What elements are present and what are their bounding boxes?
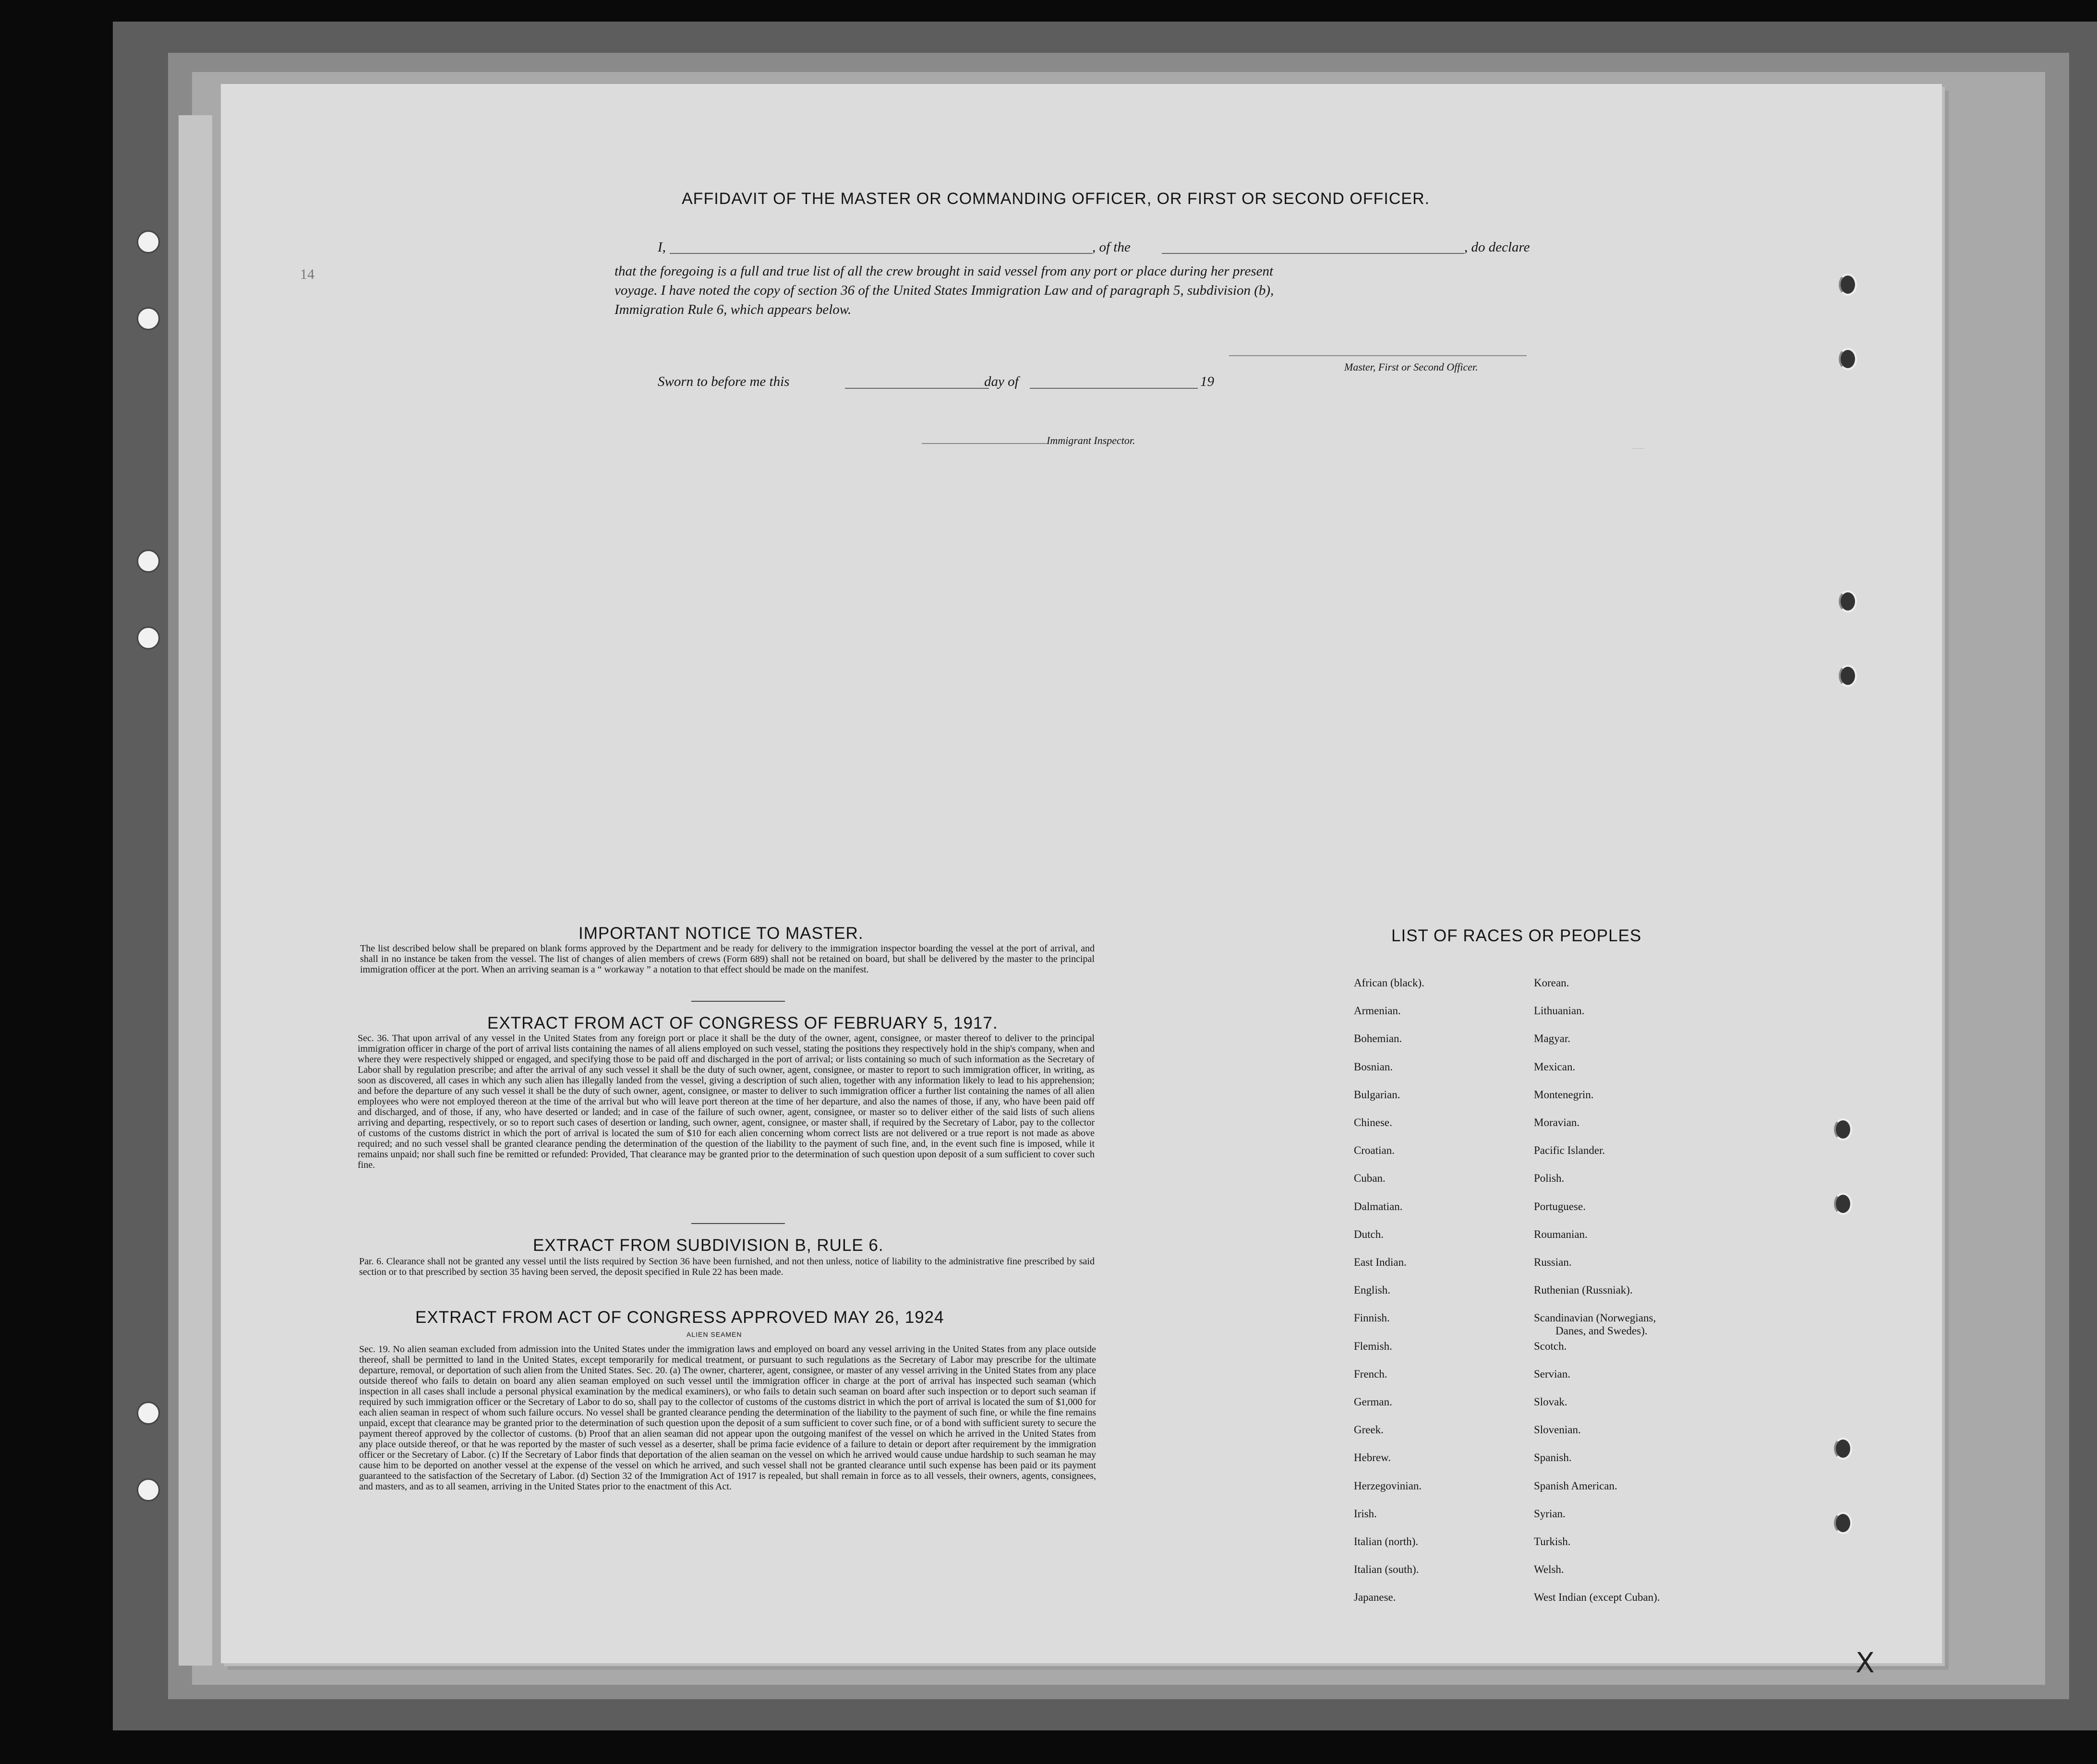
race-item: Slovenian. (1534, 1424, 1581, 1436)
race-item: Bohemian. (1354, 1032, 1402, 1045)
race-item: Croatian. (1354, 1144, 1395, 1157)
binder-ring (1834, 1118, 1852, 1140)
race-item: Scotch. (1534, 1340, 1567, 1352)
race-item: Spanish. (1534, 1452, 1572, 1464)
binding-strip (179, 115, 212, 1666)
race-item: Korean. (1534, 977, 1569, 989)
sworn-label: Sworn to before me this (658, 374, 790, 389)
race-item: Dalmatian. (1354, 1200, 1403, 1212)
master-signature-blank[interactable] (1229, 355, 1527, 356)
race-item: Moravian. (1534, 1116, 1580, 1128)
race-item: West Indian (except Cuban). (1534, 1591, 1660, 1604)
sworn-month-blank[interactable] (1030, 388, 1198, 389)
day-of-label: day of (984, 374, 1019, 389)
race-item: Welsh. (1534, 1563, 1564, 1576)
extract-rule6-text: Par. 6. Clearance shall not be granted any vessel until the lists required by Section 36 have been furnished, and not then unless, notice of liability to the administrative fine prescribed by said section or to that prescribed by section 35 having been served, the deposit specified in Rule 22 has been made. (359, 1256, 1095, 1277)
notice-title: IMPORTANT NOTICE TO MASTER. (578, 924, 864, 943)
show-through-text: — (1632, 442, 1644, 454)
race-item: Cuban. (1354, 1172, 1386, 1185)
binder-ring (1839, 274, 1857, 296)
race-item: Turkish. (1534, 1536, 1571, 1548)
master-signature-label: Master, First or Second Officer. (1344, 361, 1478, 373)
handwritten-x-mark: X (1856, 1646, 1875, 1679)
race-item: French. (1354, 1368, 1387, 1380)
binder-hole (137, 307, 160, 330)
extract-rule6-title: EXTRACT FROM SUBDIVISION B, RULE 6. (533, 1236, 884, 1255)
binder-hole (137, 1402, 160, 1425)
race-item: African (black). (1354, 977, 1424, 989)
race-item: Spanish American. (1534, 1479, 1617, 1492)
binder-ring (1834, 1512, 1852, 1534)
race-item: Greek. (1354, 1424, 1384, 1436)
inspector-signature-blank[interactable] (922, 443, 1047, 444)
race-item: Japanese. (1354, 1591, 1396, 1604)
race-item: Danes, and Swedes). (1555, 1325, 1648, 1337)
affidavit-title: AFFIDAVIT OF THE MASTER OR COMMANDING OFFICER, OR FIRST OR SECOND OFFICER. (682, 190, 1430, 208)
race-item: Chinese. (1354, 1116, 1392, 1128)
race-item: Hebrew. (1354, 1452, 1391, 1464)
affidavit-of-the-label: , of the (1092, 240, 1131, 255)
race-item: Dutch. (1354, 1228, 1384, 1240)
binder-hole (137, 550, 160, 573)
race-item: Lithuanian. (1534, 1005, 1585, 1017)
races-title: LIST OF RACES OR PEOPLES (1391, 926, 1642, 945)
race-item: Pacific Islander. (1534, 1144, 1605, 1157)
sworn-day-blank[interactable] (845, 388, 989, 389)
race-item: Scandinavian (Norwegians, (1534, 1312, 1656, 1324)
binder-ring (1839, 590, 1857, 612)
race-item: East Indian. (1354, 1256, 1407, 1268)
race-item: Syrian. (1534, 1507, 1566, 1520)
affidavit-line-2: voyage. I have noted the copy of section 36 of the United States Immigration Law and of paragraph 5, subdivision (b), (615, 283, 1274, 298)
affidavit-line-1: that the foregoing is a full and true list of all the crew brought in said vessel from any port or place during her present (615, 264, 1274, 279)
race-item: Herzegovinian. (1354, 1479, 1422, 1492)
section-divider (691, 1223, 785, 1224)
race-item: English. (1354, 1284, 1391, 1296)
binder-ring (1839, 348, 1857, 370)
affidavit-line-3: Immigration Rule 6, which appears below. (615, 302, 852, 317)
year-label: 19 (1200, 374, 1214, 389)
race-item: Flemish. (1354, 1340, 1392, 1352)
race-item: Montenegrin. (1534, 1088, 1594, 1101)
affidavit-declare-label: , do declare (1464, 240, 1530, 255)
extract-1924-title: EXTRACT FROM ACT OF CONGRESS APPROVED MAY 26, 1924 (415, 1308, 944, 1327)
vessel-blank[interactable] (1162, 253, 1464, 254)
race-item: Italian (south). (1354, 1563, 1419, 1576)
race-item: Armenian. (1354, 1005, 1401, 1017)
affidavit-i-label: I, (658, 240, 666, 255)
race-item: Portuguese. (1534, 1200, 1586, 1212)
race-item: German. (1354, 1396, 1392, 1408)
binder-ring (1839, 665, 1857, 687)
binder-hole (137, 1478, 160, 1501)
name-blank[interactable] (670, 253, 1092, 254)
extract-1924-text: Sec. 19. No alien seaman excluded from admission into the United States under the immigration laws and employed on board any vessel arriving in the United States from any place outside thereof, shall be permitted to land in the United States, except temporarily for medical treatment, or pursuant to such regulations as the Secretary of Labor may prescribe for the ultimate departure, removal, or deportation of such alien from the United States. Sec. 20. (a) The owner, charterer, agent, consignee, or master of any vessel arriving in the United States from any place outside thereof who fails to detain on board any alien seaman employed on such vessel until the immigration officer in charge at the port of arrival has inspected such seaman (which inspection in all cases shall include a personal physical examination by the medical examiners), or who fails to detain such seaman on board after such inspection or to deport such seaman if required by such immigration officer or the Secretary of Labor to do so, shall pay to the collector of customs of the customs district in which the port of arrival is located the sum of $1,000 for each alien seaman in respect of whom such failure occurs. No vessel shall be granted clearance pending the determination of the liability to the payment of such fine, or while the fine remains unpaid, except that clearance may be granted prior to the determination of such question upon the deposit of a sum sufficient to cover such fine, or of a bond with sufficient surety to secure the payment thereof approved by the collector of customs. (b) Proof that an alien seaman did not appear upon the outgoing manifest of the vessel on which he arrived in the United States from any place outside thereof, or that he was reported by the master of such vessel as a deserter, shall be prima facie evidence of a failure to detain or deport after requirement by the immigration officer or the Secretary of Labor. (c) If the Secretary of Labor finds that deportation of the alien seaman on the vessel on which he arrived would cause undue hardship to such seaman he may cause him to be deported on another vessel at the expense of the vessel on which he arrived, and such vessel shall not be granted clearance until such expense has been paid or its payment guaranteed to the satisfaction of the Secretary of Labor. (d) Section 32 of the Immigration Act of 1917 is repealed, but shall remain in force as to all vessels, their owners, agents, consignees, and masters, and as to all seamen, arriving in the United States prior to the enactment of this Act. (359, 1344, 1096, 1492)
race-item: Mexican. (1534, 1060, 1576, 1073)
race-item: Ruthenian (Russniak). (1534, 1284, 1633, 1296)
race-item: Servian. (1534, 1368, 1571, 1380)
race-item: Slovak. (1534, 1396, 1567, 1408)
notice-text: The list described below shall be prepared on blank forms approved by the Department and be ready for delivery to the immigration inspector boarding the vessel at the port of arrival, and shall in no instance be taken from the vessel. The list of changes of alien members of crews (Form 689) shall not be retained on board, but shall be delivered by the master to the principal immigration officer at the port. When an arriving seaman is a “ workaway ” a notation to that effect should be made on the manifest. (360, 943, 1095, 975)
extract-1917-text: Sec. 36. That upon arrival of any vessel in the United States from any foreign port or place it shall be the duty of the owner, agent, consignee, or master thereof to deliver to the principal immigration officer in charge of the port of arrival lists containing the names of all aliens employed on such vessel, stating the positions they respectively hold in the ship's company, when and where they were respectively shipped or engaged, and specifying those to be paid off and discharged in the port of arrival; or lists containing so much of such information as the Secretary of Labor shall by regulation prescribe; and after the arrival of any such vessel it shall be the duty of such owner, agent, consignee, or master to report to such immigration officer, in writing, as soon as discovered, all cases in which any such alien has illegally landed from the vessel, giving a description of such alien, together with any information likely to lead to his apprehension; and before the departure of any such vessel it shall be the duty of such owner, agent, consignee, or master to deliver to such immigration officer a further list containing the names of all alien employees who were not employed thereon at the time of the arrival but who will leave port thereon at the time of her departure, and also the names of those, if any, who have been paid off and discharged, and of those, if any, who have deserted or landed; and in case of the failure of such owner, agent, consignee, or master so to deliver either of the said lists of such aliens arriving and departing, respectively, or so to report such cases of desertion or landing, such owner, agent, consignee, or master shall, if required by the Secretary of Labor, pay to the collector of customs of the customs district in which the port of arrival is located the sum of $10 for each alien concerning whom correct lists are not delivered or a true report is not made as above required; and no such vessel shall be granted clearance pending the determination of the question of the liability to the payment of such fine, and, in the event such fine is imposed, while it remains unpaid; nor shall such fine be remitted or refunded: Provided, That clearance may be granted prior to the determination of such question upon deposit of a sum sufficient to cover such fine. (358, 1033, 1095, 1170)
extract-1917-title: EXTRACT FROM ACT OF CONGRESS OF FEBRUARY 5, 1917. (487, 1014, 998, 1032)
binder-ring (1834, 1193, 1852, 1215)
race-item: Polish. (1534, 1172, 1565, 1185)
section-divider (691, 1001, 785, 1002)
race-item: Roumanian. (1534, 1228, 1588, 1240)
extract-1924-subtitle: ALIEN SEAMEN (687, 1331, 742, 1338)
race-item: Magyar. (1534, 1032, 1571, 1045)
inspector-label: Immigrant Inspector. (1047, 434, 1135, 446)
race-item: Irish. (1354, 1507, 1377, 1520)
binder-hole (137, 230, 160, 253)
race-item: Italian (north). (1354, 1536, 1419, 1548)
race-item: Russian. (1534, 1256, 1572, 1268)
page-number: 14 (300, 266, 314, 282)
race-item: Bulgarian. (1354, 1088, 1400, 1101)
binder-ring (1834, 1438, 1852, 1460)
binder-hole (137, 626, 160, 649)
race-item: Bosnian. (1354, 1060, 1393, 1073)
race-item: Finnish. (1354, 1312, 1390, 1324)
